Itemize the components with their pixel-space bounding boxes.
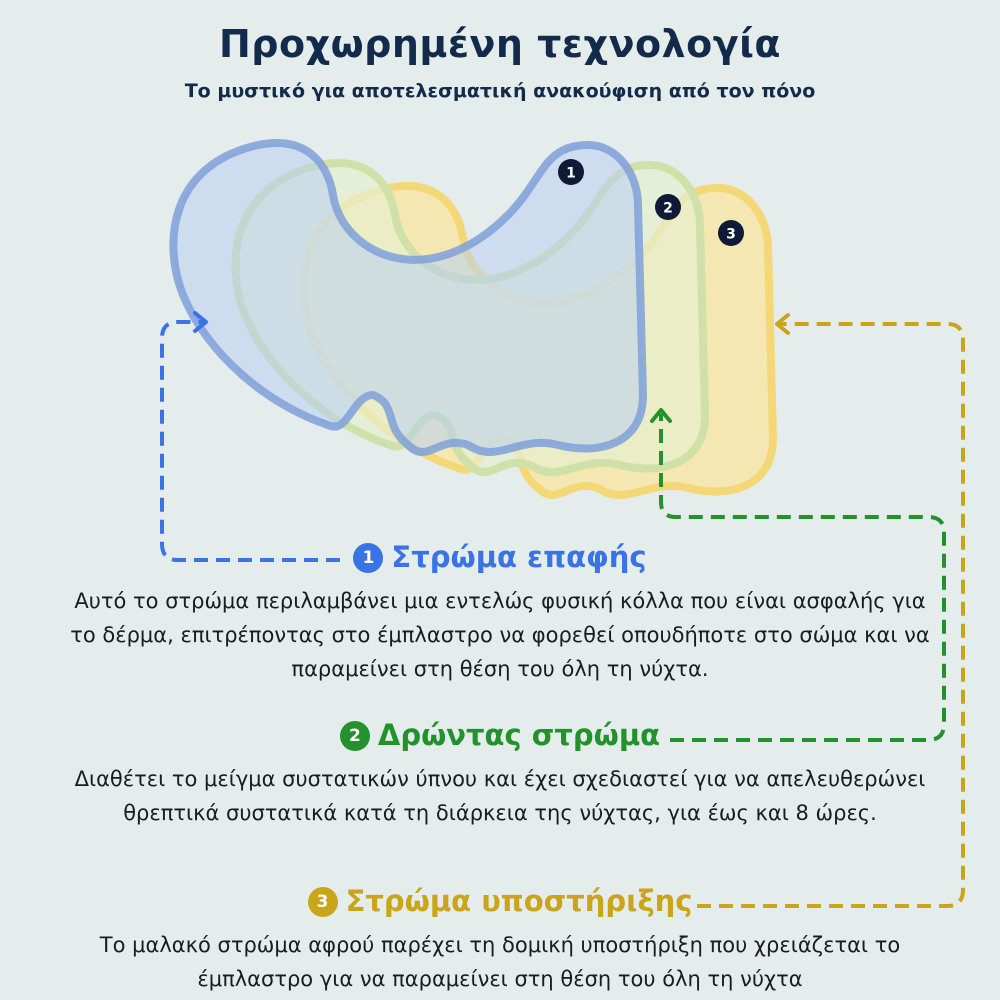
contact-layer-title: Στρώμα επαφής: [391, 540, 647, 574]
support-layer-title: Στρώμα υποστήριξης: [345, 884, 693, 918]
marker-1-icon: [558, 159, 584, 185]
contact-layer-description: Αυτό το στρώμα περιλαμβάνει μια εντελώς φυσική κόλλα που είναι ασφαλής για το δέρμα, επιτρέποντας στο έμπλαστρο να φορεθεί οπουδήποτε στο σώμα και να παραμείνει στη θέση του όλη τη νύχτα.: [70, 589, 930, 681]
active-layer-number-badge: 2: [340, 721, 370, 751]
page-title: Προχωρημένη τεχνολογία: [218, 22, 782, 66]
marker-2-label: 2: [663, 200, 673, 217]
support-layer-description: Το μαλακό στρώμα αφρού παρέχει τη δομική υποστήριξη που χρειάζεται το έμπλαστρο για να παραμείνει στη θέση του όλη τη νύχτα: [99, 933, 901, 991]
page-subtitle: Το μυστικό για αποτελεσματική ανακούφιση από τον πόνο: [184, 80, 816, 102]
marker-1-label: 1: [566, 165, 576, 182]
marker-3-label: 3: [726, 226, 736, 243]
support-layer-number-badge: 3: [308, 887, 338, 917]
active-layer-title: Δρώντας στρώμα: [377, 718, 661, 752]
marker-2-icon: [655, 194, 681, 220]
marker-3-icon: [718, 220, 744, 246]
contact-layer-heading: [0, 540, 1000, 574]
contact-layer-number-badge: 1: [353, 543, 383, 573]
support-layer-heading: [0, 884, 1000, 918]
active-layer-description: Διαθέτει το μείγμα συστατικών ύπνου και έχει σχεδιαστεί για να απελευθερώνει θρεπτικά συστατικά κατά τη διάρκεια της νύχτας, για έως και 8 ώρες.: [74, 767, 926, 825]
active-layer-heading: [0, 718, 1000, 752]
